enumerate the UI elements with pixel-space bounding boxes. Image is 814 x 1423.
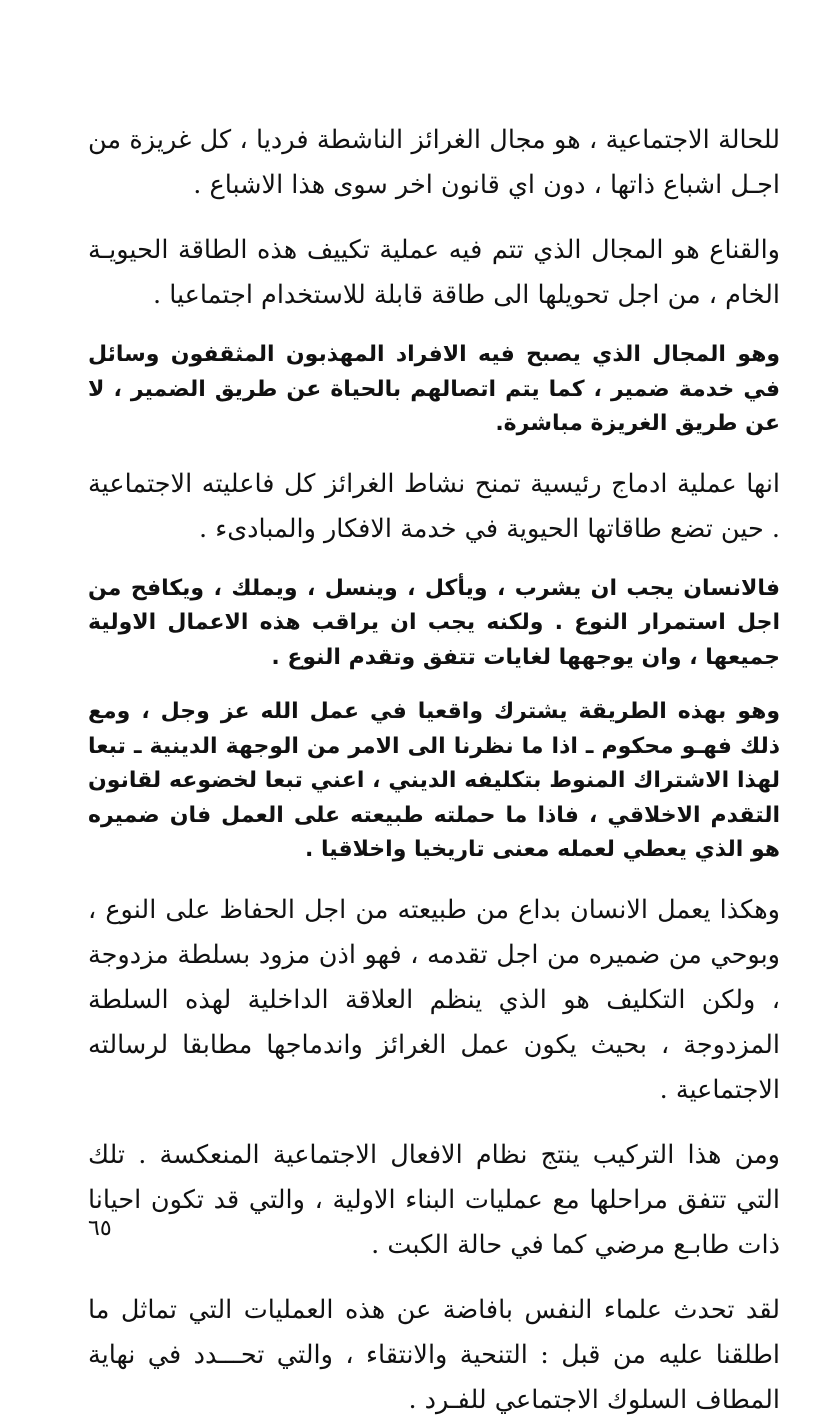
paragraph-5-bold: فالانسان يجب ان يشرب ، ويأكل ، وينسل ، ويملك ، ويكافح من اجل استمرار النوع . ولكنه يجب ان يراقب هذه الاعمال الاولية جميعها ، وان يوجهها لغايات تتفق وتقدم النوع . (88, 575, 780, 670)
paragraph-2: والقناع هو المجال الذي تتم فيه عملية تكييف هذه الطاقة الحيويـة الخام ، من اجل تحويلها الى طاقة قابلة للاستخدام اجتماعيا . (88, 235, 780, 310)
paragraph-7: وهكذا يعمل الانسان بداع من طبيعته من اجل الحفاظ على النوع ، وبوحي من ضميره من اجل تقدمه ، فهو اذن مزود بسلطة مزدوجة ، ولكن التكليف هو الذي ينظم العلاقة الداخلية لهذه السلطة المزدوجة ، بحيث يكون عمل الغرائز واندماجها مطابقا لرسالته الاجتماعية . (88, 894, 780, 1105)
page-body (88, 118, 780, 1423)
paragraph-6-bold: وهو بهذه الطريقة يشترك واقعيا في عمل الله عز وجل ، ومع ذلك فهـو محكوم ـ اذا ما نظرنا الى الامر من الوجهة الدينية ـ تبعا لهذا الاشتراك المنوط بتكليفه الديني ، اعني تبعا لخضوعه لقانون التقدم الاخلاقي ، فاذا ما حملته طبيعته على العمل فان ضميره هو الذي يعطي لعمله معنى تاريخيا واخلاقيا . (88, 699, 780, 862)
paragraph-9: لقد تحدث علماء النفس بافاضة عن هذه العمليات التي تماثل ما اطلقنا عليه من قبل : التنحية والانتقاء ، والتي تحـــدد في نهاية المطاف السلوك الاجتماعي للفـرد . (88, 1294, 780, 1415)
page-number: ٦٥ (88, 1216, 112, 1241)
paragraph-1: للحالة الاجتماعية ، هو مجال الغرائز الناشطة فرديا ، كل غريزة من اجـل اشباع ذاتها ، دون اي قانون اخر سوى هذا الاشباع . (88, 125, 780, 200)
paragraph-8: ومن هذا التركيب ينتج نظام الافعال الاجتماعية المنعكسة . تلك التي تتفق مراحلها مع عمليات البناء الاولية ، والتي قد تكون احيانا ذات طابـع مرضي كما في حالة الكبت . (88, 1139, 780, 1260)
paragraph-3-bold: وهو المجال الذي يصبح فيه الافراد المهذبون المثقفون وسائل في خدمة ضمير ، كما يتم اتصالهم بالحياة عن طريق الضمير ، لا عن طريق الغريزة مباشرة. (88, 342, 780, 436)
paragraph-4: انها عملية ادماج رئيسية تمنح نشاط الغرائز كل فاعليته الاجتماعية . حين تضع طاقاتها الحيوية في خدمة الافكار والمبادىء . (88, 468, 780, 544)
